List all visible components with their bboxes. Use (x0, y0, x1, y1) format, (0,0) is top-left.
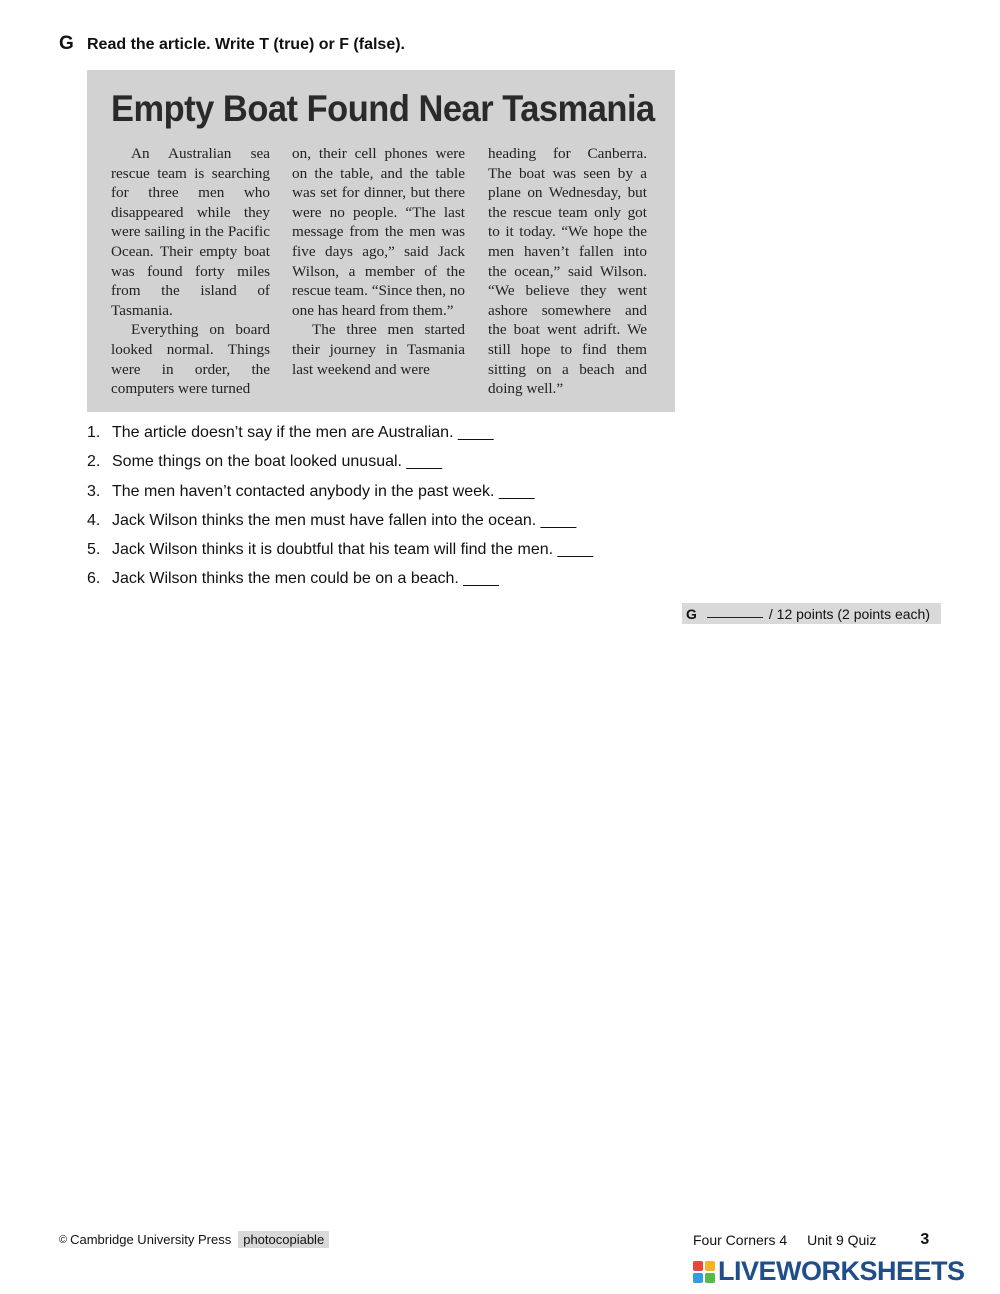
question-number: 6. (87, 570, 101, 588)
score-blank[interactable] (707, 609, 763, 618)
logo-text: LIVEWORKSHEETS (718, 1256, 965, 1286)
article-column-3 (488, 144, 647, 399)
section-letter: G (59, 33, 74, 54)
score-letter: G (686, 605, 697, 622)
publisher: Cambridge University Press (70, 1232, 232, 1247)
question-item[interactable] (87, 483, 593, 512)
footer-left (59, 1231, 329, 1248)
question-item[interactable] (87, 570, 593, 599)
page-number: 3 (920, 1231, 930, 1248)
copyright-icon: © (59, 1233, 68, 1246)
logo-square-icon (693, 1273, 703, 1283)
logo-square-icon (705, 1273, 715, 1283)
article-paragraph: An Australian sea rescue team is searching for three men who disappeared while they were sailing in the Pacific Ocean. Their empty boat was found forty miles from the island of Tasmania. (111, 145, 270, 319)
photocopiable-badge: photocopiable (238, 1231, 329, 1248)
logo-square-icon (693, 1261, 703, 1271)
question-number: 2. (87, 453, 101, 471)
course-title: Four Corners 4 (693, 1232, 788, 1248)
article-clipping (87, 70, 675, 412)
footer-right (693, 1231, 929, 1249)
question-item[interactable] (87, 424, 593, 453)
question-list (87, 424, 593, 600)
article-paragraph: heading for Canberra. The boat was seen by a plane on Wednesday, but the rescue team only got to it today. “We hope the men haven’t fallen into the ocean,” said Wilson. “We believe they went ashore somewhere and the boat went adrift. We still hope to find them sitting on a beach and doing well.” (488, 145, 647, 398)
article-paragraph: Everything on board looked normal. Things were in order, the computers were turned (111, 321, 270, 398)
question-text: Jack Wilson thinks it is doubtful that his team will find the men. ____ (112, 541, 594, 559)
score-text: / 12 points (2 points each) (768, 605, 930, 622)
question-number: 5. (87, 541, 101, 559)
article-title: Empty Boat Found Near Tasmania (111, 88, 655, 129)
question-item[interactable] (87, 541, 593, 570)
question-item[interactable] (87, 453, 593, 482)
question-text: Jack Wilson thinks the men could be on a beach. ____ (112, 570, 499, 588)
score-box (682, 603, 941, 624)
article-column-2 (292, 144, 465, 379)
logo-square-icon (705, 1261, 715, 1271)
question-number: 1. (87, 424, 101, 441)
question-text: The men haven’t contacted anybody in the past week. ____ (112, 482, 535, 500)
article-column-1 (111, 144, 270, 399)
question-number: 3. (87, 482, 101, 500)
article-paragraph: The three men started their journey in Tasmania last weekend and were (292, 321, 465, 378)
question-text: Jack Wilson thinks the men must have fallen into the ocean. ____ (112, 511, 577, 529)
question-text: The article doesn’t say if the men are Australian. ____ (112, 424, 494, 441)
question-item[interactable] (87, 512, 593, 541)
question-number: 4. (87, 511, 101, 529)
liveworksheets-logo[interactable] (693, 1256, 965, 1287)
unit-label: Unit 9 Quiz (807, 1232, 877, 1248)
question-text: Some things on the boat looked unusual. ____ (112, 453, 443, 471)
section-instruction: Read the article. Write T (true) or F (false). (87, 36, 405, 53)
article-paragraph: on, their cell phones were on the table, and the table was set for dinner, but there were no people. “The last message from the men was five days ago,” said Jack Wilson, a member of the rescue team. “Since then, no one has heard from them.” (292, 145, 465, 319)
logo-grid-icon (693, 1261, 715, 1283)
